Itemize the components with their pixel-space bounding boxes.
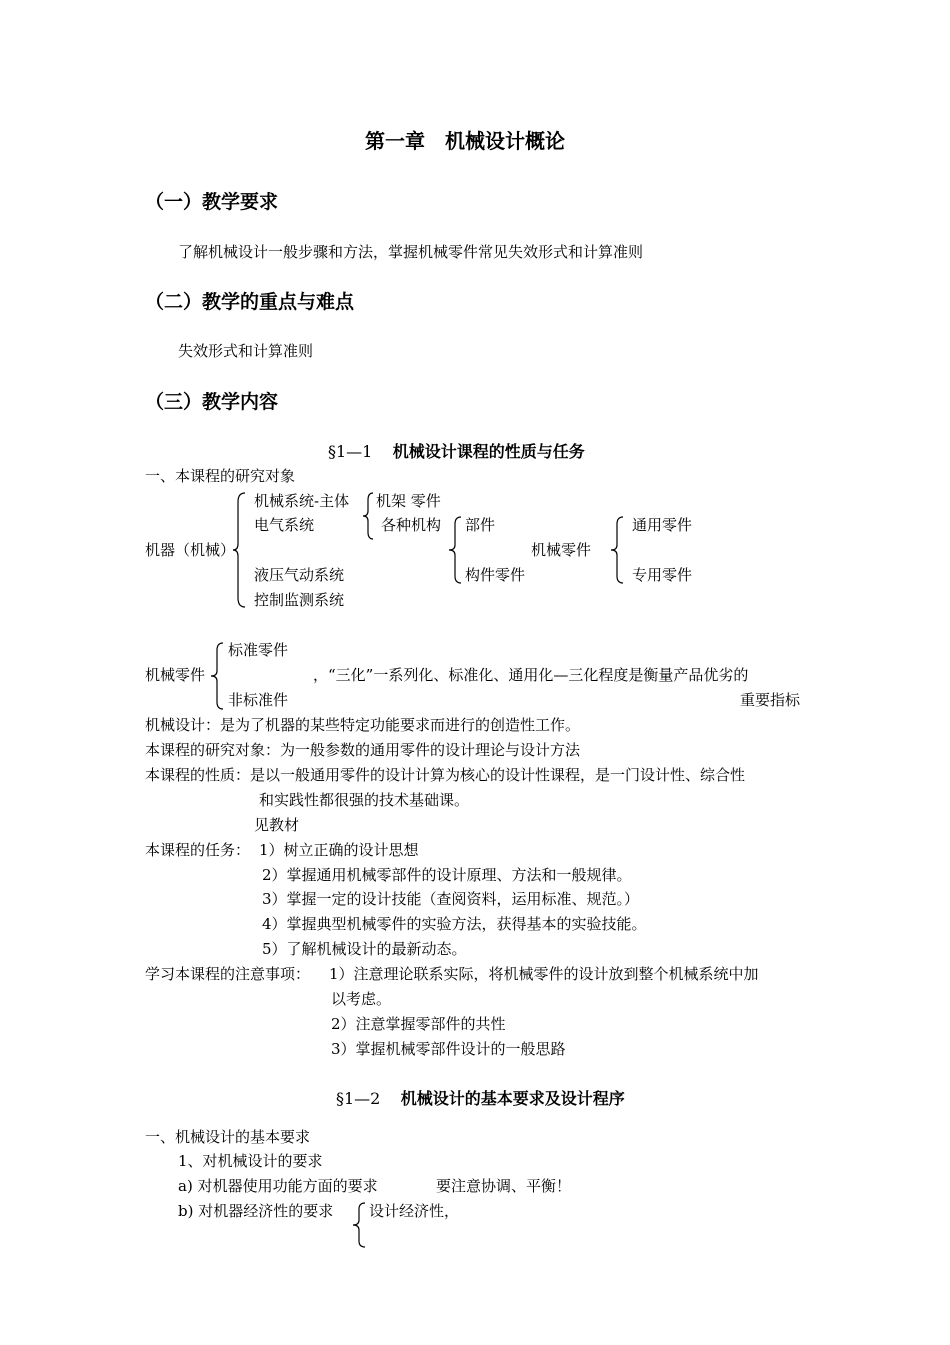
parts-standard: 标准零件 (228, 641, 289, 659)
section-heading-key-points: （二）教学的重点与难点 (145, 291, 355, 313)
task-item: 3）掌握一定的设计技能（查阅资料，运用标准、规范。） (262, 890, 640, 908)
section-name: 机械设计的基本要求及设计程序 (400, 1089, 625, 1108)
tree-electrical: 电气系统 (254, 516, 315, 534)
task-item: 4）掌握典型机械零件的实验方法，获得基本的实验技能。 (262, 915, 647, 933)
section-number: §1—1 (328, 442, 373, 461)
parts-tree-brace (210, 642, 224, 710)
requirement-b-note: 设计经济性， (369, 1202, 460, 1220)
tree-mechanisms: 各种机构 (381, 516, 442, 534)
tree-hydraulic: 液压气动系统 (254, 566, 345, 584)
requirement-b-brace (352, 1202, 366, 1248)
important-indicator-text: 重要指标 (740, 691, 801, 709)
tree-mech-parts: 机械零件 (531, 541, 592, 559)
parts-nonstandard: 非标准件 (228, 691, 289, 709)
tree-brace-mechanisms (448, 516, 462, 584)
section-heading-requirements: （一）教学要求 (145, 191, 279, 213)
tree-brace-main (232, 492, 246, 608)
task-item: 1）树立正确的设计思想 (259, 841, 419, 859)
chapter-title: 第一章 机械设计概论 (365, 129, 565, 153)
note-item-continued: 以考虑。 (331, 990, 392, 1008)
note-item: 1）注意理论联系实际，将机械零件的设计放到整个机械系统中加 (329, 965, 759, 983)
tree-mech-system: 机械系统-主体 (254, 492, 350, 510)
section-1-2-title (336, 1089, 625, 1109)
task-item: 2）掌握通用机械零部件的设计原理、方法和一般规律。 (262, 866, 632, 884)
note-item: 2）注意掌握零部件的共性 (331, 1015, 506, 1033)
section-heading-content: （三）教学内容 (145, 391, 279, 413)
see-textbook: 见教材 (254, 816, 300, 834)
basic-requirements-heading: 一、机械设计的基本要求 (145, 1128, 311, 1146)
definition-research: 本课程的研究对象：为一般参数的通用零件的设计理论与设计方法 (145, 741, 581, 759)
three-standardization-text: ，“三化”一系列化、标准化、通用化—三化程度是衡量产品优劣的 (313, 666, 749, 684)
tree-member-parts: 构件零件 (465, 566, 526, 584)
design-requirements-subheading: 1、对机械设计的要求 (178, 1152, 323, 1170)
definition-nature-line2: 和实践性都很强的技术基础课。 (259, 791, 470, 809)
tree-frame-parts: 机架 零件 (376, 492, 441, 510)
tree-control: 控制监测系统 (254, 591, 345, 609)
note-item: 3）掌握机械零部件设计的一般思路 (331, 1040, 566, 1058)
key-points-text: 失效形式和计算准则 (178, 342, 314, 360)
requirements-text: 了解机械设计一般步骤和方法，掌握机械零件常见失效形式和计算准则 (178, 243, 644, 261)
tasks-label: 本课程的任务： (145, 841, 251, 859)
section-number: §1—2 (336, 1089, 381, 1108)
tree-brace-mech (362, 492, 374, 540)
task-item: 5）了解机械设计的最新动态。 (262, 940, 467, 958)
section-name: 机械设计课程的性质与任务 (392, 442, 585, 461)
tree-root: 机器（机械） (145, 541, 236, 559)
definition-design: 机械设计：是为了机器的某些特定功能要求而进行的创造性工作。 (145, 716, 581, 734)
tree-brace-parts (610, 516, 624, 584)
definition-nature-line1: 本课程的性质：是以一般通用零件的设计计算为核心的设计性课程，是一门设计性、综合性 (145, 766, 746, 784)
requirement-a-note: 要注意协调、平衡！ (436, 1177, 572, 1195)
requirement-b: b) 对机器经济性的要求 (178, 1202, 334, 1220)
requirement-a: a) 对机器使用功能方面的要求 (178, 1177, 378, 1195)
parts-tree-root: 机械零件 (145, 666, 206, 684)
research-object-heading: 一、本课程的研究对象 (145, 467, 296, 485)
section-1-1-title (328, 442, 585, 462)
notes-label: 学习本课程的注意事项： (145, 965, 311, 983)
tree-special-parts: 专用零件 (632, 566, 693, 584)
tree-general-parts: 通用零件 (632, 516, 693, 534)
tree-component: 部件 (465, 516, 496, 534)
